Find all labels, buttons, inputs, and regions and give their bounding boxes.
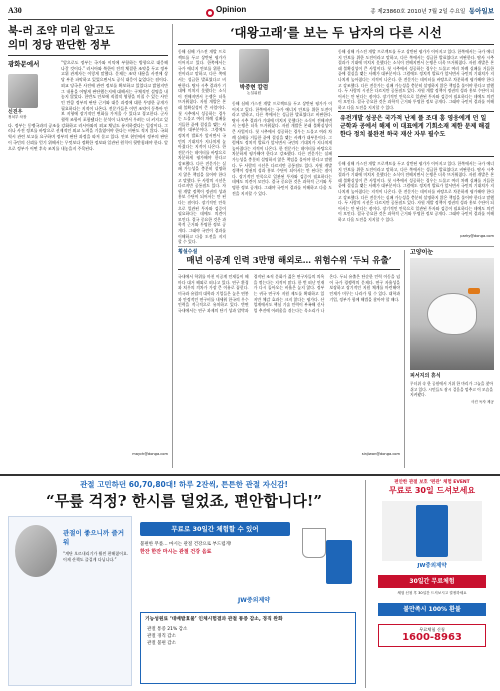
columnist-photo — [239, 49, 269, 83]
feature-body-text-4: 동해 심해 가스전 개발 프로젝트를 두고 상반된 평가가 이어지고 있다. 한쪽에서는 국가 에너지 안보를 위한 도전이라고 말하고, 다른 쪽에서는 성급한 발표였다고 비판한다. 탐사 시추 결과가 기대에 미치지 못했다는 소식이 전해지면서 논쟁은 더욱 뜨거워졌다. 자원 개발은 본래 불확실성이 큰 사업이다. 첫 시추에서 성공하는 경우는 드물고 여러 차례 실패를 거듭한 끝에 결실을 맺는 사례가 대부분이다. 그럼에도 정치적 발표가 앞서면서 국민의 기대치가 지나치게 높아졌다는 지적이 나온다. 한 전문가는 데이터를 바탕으로 차분하게 평가해야 한다고 강조했다. 다른 전문가는 실패 가능성을 충분히 설명하지 않은 책임을 물어야 한다고 말했다. 두 사람의 시선은 다르지만 공통점도 있다. 자원 개발 정책이 정권의 성과 홍보 수단이 되어서는 안 된다는 점이다. 장기적인 안목으로 일관된 투자와 검증이 필요하다는 데에도 의견이 모인다. 결국 중요한 것은 과학적 근거와 투명한 정보 공개다. 그래야 국민이 결과를 이해하고 다음 도전을 지지할 수 있다. — [338, 161, 494, 222]
issue-date: 종 제23860호 2010년 7월 2일 수요일 — [370, 9, 466, 15]
bottom-headline: 매년 이공계 인력 3만명 해외로… 위험수위 ‘두뇌 유출’ — [186, 256, 392, 267]
ad1-feature-1: 관절 통증 21% 감소 — [147, 627, 188, 632]
ad1-brand: JW중외제약 — [238, 597, 271, 604]
feature-body-text-2: 동해 심해 가스전 개발 프로젝트를 두고 상반된 평가가 이어지고 있다. 한쪽에서는 국가 에너지 안보를 위한 도전이라고 말하고, 다른 쪽에서는 성급한 발표였다고 비판한다. 탐사 시추 결과가 기대에 미치지 못했다는 소식이 전해지면서 논쟁은 더욱 뜨거워졌다. 자원 개발은 본래 불확실성이 큰 사업이다. 첫 시추에서 성공하는 경우는 드물고 여러 차례 실패를 거듭한 끝에 결실을 맺는 사례가 대부분이다. 그럼에도 정치적 발표가 앞서면서 국민의 기대치가 지나치게 높아졌다는 지적이 나온다. 한 전문가는 데이터를 바탕으로 차분하게 평가해야 한다고 강조했다. 다른 전문가는 실패 가능성을 충분히 설명하지 않은 책임을 물어야 한다고 말했다. 두 사람의 시선은 다르지만 공통점도 있다. 자원 개발 정책이 정권의 성과 홍보 수단이 되어서는 안 된다는 점이다. 장기적인 안목으로 일관된 투자와 검증이 필요하다는 데에도 의견이 모인다. 결국 중요한 것은 과학적 근거와 투명한 정보 공개다. 그래야 국민이 결과를 이해하고 다음 도전을 지지할 수 있다. — [232, 101, 332, 196]
bottom-kicker: 횡설수설 — [178, 249, 198, 255]
columnist-role: 논설위원 — [247, 91, 261, 96]
author-role: 정치부 차장 — [8, 115, 27, 120]
left-rule — [8, 55, 168, 56]
feature-body-col-2 — [232, 101, 332, 239]
ad2-headline: 무료로 30일 드셔보세요 — [388, 486, 476, 496]
ad2-note: 체험 신청 후 30일간 드셔보시고 결정하세요 — [397, 591, 467, 596]
ad1-model-photo — [15, 525, 57, 577]
columnist-name: 박중현 칼럼 — [239, 85, 269, 91]
product-box-icon — [326, 540, 352, 584]
left-headline-1: 북-러 조약 미리 알고도 — [8, 25, 115, 37]
ad1-side-title: 관절이 좋으니까 즐거워 — [63, 529, 125, 546]
product-cup-icon — [302, 528, 326, 558]
feature-author-box — [232, 49, 276, 96]
ad2-refund-button[interactable]: 불만족시 100% 환불 — [378, 603, 486, 616]
cartoon-caption-title: 피서지의 휴식 — [410, 373, 441, 380]
ad1-side-panel — [8, 516, 132, 686]
feature-body-text-3: 동해 심해 가스전 개발 프로젝트를 두고 상반된 평가가 이어지고 있다. 한쪽에서는 국가 에너지 안보를 위한 도전이라고 말하고, 다른 쪽에서는 성급한 발표였다고 비판한다. 탐사 시추 결과가 기대에 미치지 못했다는 소식이 전해지면서 논쟁은 더욱 뜨거워졌다. 자원 개발은 본래 불확실성이 큰 사업이다. 첫 시추에서 성공하는 경우는 드물고 여러 차례 실패를 거듭한 끝에 결실을 맺는 사례가 대부분이다. 그럼에도 정치적 발표가 앞서면서 국민의 기대치가 지나치게 높아졌다는 지적이 나온다. 한 전문가는 데이터를 바탕으로 차분하게 평가해야 한다고 강조했다. 다른 전문가는 실패 가능성을 충분히 설명하지 않은 책임을 물어야 한다고 말했다. 두 사람의 시선은 다르지만 공통점도 있다. 자원 개발 정책이 정권의 성과 홍보 수단이 되어서는 안 된다는 점이다. 장기적인 안목으로 일관된 투자와 검증이 필요하다는 데에도 의견이 모인다. 결국 중요한 것은 과학적 근거와 투명한 정보 공개다. 그래야 국민이 결과를 이해하고 다음 도전을 지지할 수 있다. — [338, 49, 494, 110]
page-header — [8, 6, 494, 20]
ad-1 — [8, 480, 360, 688]
goose-icon — [428, 294, 476, 334]
ad2-phone-box[interactable] — [378, 624, 486, 647]
bottom-body: 국내에서 학위를 마친 이공계 인재들이 해마다 대거 해외로 떠나고 있다. 연구 환경과 처우의 격차가 가장 큰 이유로 꼽힌다. 미국과 유럽의 대학과 기업들은 높은 연봉과 안정적인 연구비를 내세워 한국의 우수 인력을 적극적으로 유치하고 있다. 반면 국내에서는 연구 과제의 단기 성과 압박과 경직된 조직 문화가 젊은 연구자들의 의욕을 꺾는다는 지적이 많다. 한 번 떠난 인재가 다시 돌아오는 비율은 높지 않다. 정부는 귀국 연구자 지원 제도를 확대하고 있지만 체감 효과는 크지 않다는 평가다. 산업계에서도 핵심 기술 인력이 부족해 신사업 추진에 어려움을 겪는다는 목소리가 나온다. 두뇌 유출은 단순한 인력 이동을 넘어 국가 경쟁력의 문제다. 연구 자율성을 보장하고 장기적인 지원 체계를 마련해야 인재가 머무는 나라가 될 수 있다. 대학과 기업, 정부가 함께 해법을 찾아야 할 때다. — [178, 274, 400, 313]
opinion-logo-icon — [206, 9, 214, 17]
ad-band — [0, 474, 500, 691]
ad2-phone-number: 1600-8963 — [402, 631, 462, 643]
pull-quote — [338, 111, 494, 157]
ad2-free-trial-button[interactable]: 30일간 무료체험 — [378, 575, 486, 588]
cartoon-credit: 사진 독자 제공 — [470, 399, 494, 404]
ad1-top-line: 관절 고민하던 60,70,80대! 하루 2잔씩, 튼튼한 관절 자신감! — [80, 480, 288, 489]
section-title: Opinion — [216, 5, 247, 14]
feature-body-col-3 — [338, 49, 494, 110]
date-line — [370, 9, 494, 15]
ad1-sub2: 한잔 한잔 마시는 관절 건강 음료 — [140, 549, 212, 555]
bottom-email: sinjiwon@donga.com — [361, 452, 400, 457]
ad1-box-title: 기능성원료 ‘대배발효물’ 인체시험결과 관절 통증 감소, 경직 완화 — [145, 617, 283, 622]
author-name: 신진우 — [8, 109, 23, 115]
right-column — [410, 250, 494, 468]
ad2-phone-label: 무료체험 신청 — [419, 626, 445, 632]
bottom-rule — [178, 269, 400, 270]
left-body: “앞으로도 정부는 국가와 이익에 부합하는 방향으로 대응해 나갈 것이다.” 러시아와 북한이 전격 체결한 조약을 두고 정부 고위 관계자는 이렇게 말했다. 문제는 조약 내용을 사전에 상당 부분 파악하고 있었으면서도 공식 대응이 늦었다는 점이다. 외교 당국은 사전에 관련 정보를 확보하고 있었다고 밝혔지만 그 내용을 어떻게 판단했는지에 대해서는 구체적인 설명을 내놓지 않았다. 한반도 안보에 직접적 영향을 미칠 수 있는 사안인 만큼 정부의 판단 근거와 대응 과정에 대한 투명한 공개가 필요하다는 지적이 나온다. 전문가들은 이번 조약이 동북아 안보 지형에 장기적인 변화를 가져올 수 있다고 경고한다. 군사 협력 조항이 포함됐다는 분석이 나오면서 우려는 더 커지고 있다. 정부는 동맹국과의 공조를 강화하고 러시아와의 외교 채널도 유지하겠다는 입장이다. 그러나 사전 정보를 바탕으로 선제적인 외교 노력을 기울였어야 한다는 비판도 적지 않다. 국회 역시 관련 보고를 요구하며 정부의 판단 과정을 따져 묻고 있다. 안보 현안에서 정부의 판단이 국민의 신뢰를 얻기 위해서는 무엇보다 정확한 정보와 일관된 원칙이 뒷받침돼야 한다. 앞으로 정부가 어떤 후속 조치를 내놓을지 주목된다. — [8, 60, 168, 151]
ad1-feature-2: 관절 경직 감소 — [147, 634, 176, 639]
divider — [172, 24, 173, 468]
ad2-top: 편안한 관절 보호 ‘편관’ 체험 EVENT — [394, 480, 470, 485]
feature-body-wrap — [178, 49, 494, 245]
left-headline-2: 의미 정당 판단한 정부 — [8, 39, 111, 51]
ad2-brand: JW중외제약 — [417, 563, 447, 570]
page-number: A30 — [8, 6, 22, 15]
goose-beak-icon — [468, 288, 480, 294]
ad2-product-image — [382, 501, 482, 561]
ad1-sub: 불편한 무릎… 마시는 관절 건강으로 부드럽게! — [140, 542, 232, 547]
ad1-feature-box — [140, 612, 356, 684]
feature-body-text-1: 동해 심해 가스전 개발 프로젝트를 두고 상반된 평가가 이어지고 있다. 한쪽에서는 국가 에너지 안보를 위한 도전이라고 말하고, 다른 쪽에서는 성급한 발표였다고 비판한다. 탐사 시추 결과가 기대에 미치지 못했다는 소식이 전해지면서 논쟁은 더욱 뜨거워졌다. 자원 개발은 본래 불확실성이 큰 사업이다. 첫 시추에서 성공하는 경우는 드물고 여러 차례 실패를 거듭한 끝에 결실을 맺는 사례가 대부분이다. 그럼에도 정치적 발표가 앞서면서 국민의 기대치가 지나치게 높아졌다는 지적이 나온다. 한 전문가는 데이터를 바탕으로 차분하게 평가해야 한다고 강조했다. 다른 전문가는 실패 가능성을 충분히 설명하지 않은 책임을 물어야 한다고 말했다. 두 사람의 시선은 다르지만 공통점도 있다. 자원 개발 정책이 정권의 성과 홍보 수단이 되어서는 안 된다는 점이다. 장기적인 안목으로 일관된 투자와 검증이 필요하다는 데에도 의견이 모인다. 결국 중요한 것은 과학적 근거와 투명한 정보 공개다. 그래야 국민이 결과를 이해하고 다음 도전을 지지할 수 있다. — [178, 49, 226, 245]
ad1-product-image — [296, 520, 356, 592]
ad1-headline: “무릎 걱정? 한시름 덜었죠, 편안합니다!” — [45, 492, 323, 510]
ad-2 — [370, 480, 494, 688]
feature-email: parky@donga.com — [460, 233, 494, 238]
center-feature — [178, 24, 494, 245]
ad2-box-icon — [416, 505, 448, 557]
feature-body-col-4 — [338, 161, 494, 231]
feature-headline: ‘대왕고래’를 보는 두 남자의 다른 시선 — [230, 25, 442, 40]
divider — [365, 480, 366, 688]
feature-rule — [178, 44, 494, 45]
cartoon-label: 고양이눈 — [410, 249, 434, 256]
left-author-box — [8, 60, 56, 120]
paper-name: 동아일보 — [468, 8, 494, 15]
left-email: maych@donga.com — [132, 452, 168, 456]
divider — [404, 250, 405, 468]
bottom-feature — [178, 250, 400, 468]
column-label: 광화문에서 — [8, 60, 40, 68]
cartoon-caption: 무더위 속 한 공원에서 거위 한 마리가 그늘을 찾아 쉬고 있다. 시민들도 잠시 걸음을 멈추고 이 모습을 지켜봤다. — [410, 381, 494, 398]
ad1-feature-3: 관절 불편 감소 — [147, 641, 176, 646]
cartoon-photo — [410, 258, 494, 370]
feature-body-col-1 — [178, 49, 226, 245]
left-column — [8, 24, 168, 468]
ad1-testimonial: “계단 오르내리기가 훨씬 편해졌어요. 이제 산책도 즐겁게 다닙니다.” — [63, 551, 129, 562]
ad1-trial-badge[interactable]: 무료로 30일간 체험할 수 있어 — [140, 522, 290, 536]
divider — [178, 246, 494, 247]
author-photo — [8, 74, 38, 108]
pull-quote-text: 유전개발 성공은 국가적 난제 풀 조대 흥 영웅에게 던 일군학과 공에서 해제 이 대표에게 기회소재 제한 문제 해결 한다 정치 불완전 하국 재산 자부 필수도 — [340, 115, 491, 138]
